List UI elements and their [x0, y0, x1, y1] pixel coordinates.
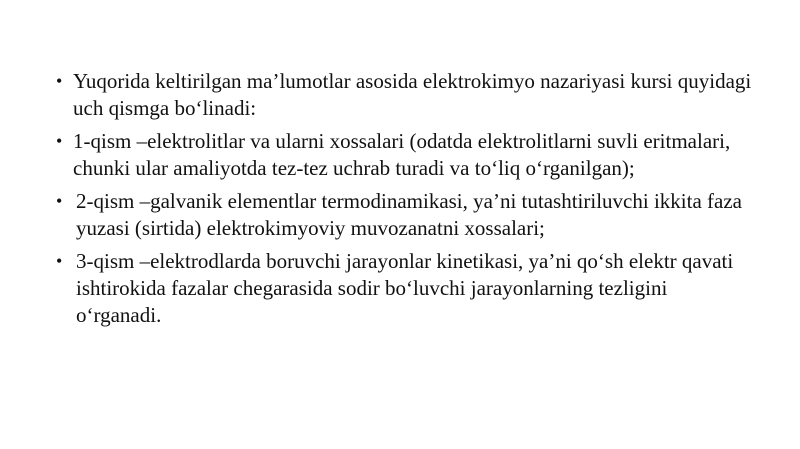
bullet-item-part-2 [56, 188, 756, 242]
bullet-dot: • [56, 191, 63, 211]
bullet-text: Yuqorida keltirilgan ma’lumotlar asosida elektrokimyo nazariyasi kursi quyidagi uch qismga bo‘linadi: [73, 69, 752, 120]
bullet-dot: • [56, 71, 63, 91]
bullet-list [56, 68, 756, 335]
bullet-dot: • [56, 251, 63, 271]
bullet-dot: • [56, 131, 63, 151]
bullet-item-part-1 [56, 128, 756, 182]
bullet-text: 3-qism –elektrodlarda boruvchi jarayonlar kinetikasi, ya’ni qo‘sh elektr qavati ishtirokida fazalar chegarasida sodir bo‘luvchi jarayonlarning tezligini o‘rganadi. [76, 249, 734, 327]
bullet-item-part-3 [56, 248, 756, 329]
bullet-text: 1-qism –elektrolitlar va ularni xossalari (odatda elektrolitlarni suvli eritmalari, chunki ular amaliyotda tez-tez uchrab turadi va to‘liq o‘rganilgan); [73, 129, 731, 180]
bullet-text: 2-qism –galvanik elementlar termodinamikasi, ya’ni tutashtiriluvchi ikkita faza yuzasi (sirtida) elektrokimyoviy muvozanatni xossalari; [76, 189, 742, 240]
bullet-item-intro [56, 68, 756, 122]
